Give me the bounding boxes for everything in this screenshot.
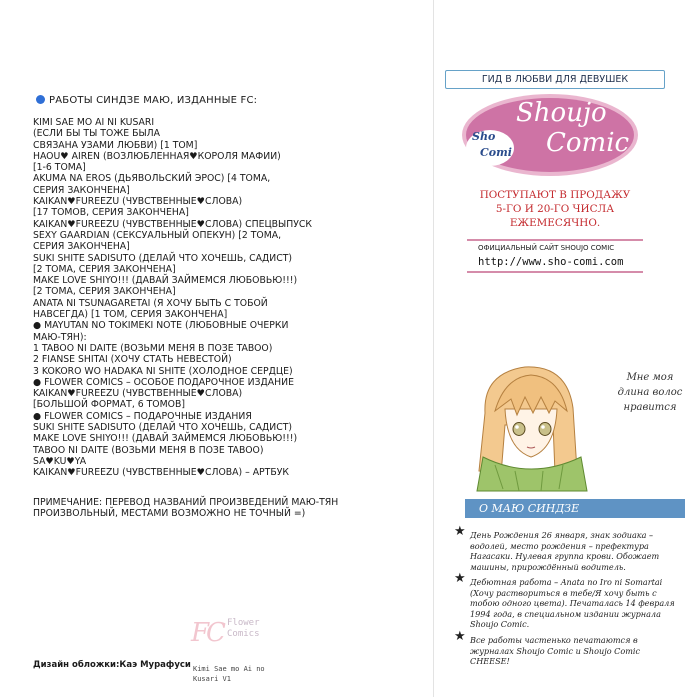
works-list-line: SA♥KU♥YA xyxy=(33,455,87,467)
logo-shoujo: Shoujo xyxy=(516,98,607,128)
divider xyxy=(467,271,643,273)
logo-sho: Sho xyxy=(472,130,496,143)
works-list-line: [БОЛЬШОЙ ФОРМАТ, 6 ТОМОВ] xyxy=(33,399,185,411)
star-icon: ★ xyxy=(454,629,466,644)
bio-text: Все работы частенько печатаются в журналах Shoujo Comic и Shoujo Comic CHEESE! xyxy=(470,635,641,667)
works-list-line: (ЕСЛИ БЫ ТЫ ТОЖЕ БЫЛА xyxy=(33,128,161,140)
bio-banner: О МАЮ СИНДЗЕ xyxy=(465,499,685,518)
works-list-line: СЕРИЯ ЗАКОНЧЕНА] xyxy=(33,184,130,196)
divider xyxy=(467,239,643,241)
portrait-quote: Мне моя длина волос нравится xyxy=(617,372,683,413)
logo-comic: Comic xyxy=(546,128,630,158)
fc-mark: FC xyxy=(191,618,223,648)
works-heading xyxy=(36,95,257,106)
flower-comics-label: Flower Comics xyxy=(227,618,260,639)
guide-banner: ГИД В ЛЮБВИ ДЛЯ ДЕВУШЕК xyxy=(445,70,665,89)
page-fold xyxy=(433,0,434,697)
works-list-line: AKUMA NA EROS (ДЬЯВОЛЬСКИЙ ЭРОС) [4 ТОМА, xyxy=(33,173,271,185)
works-list-line: 3 KOKORO WO HADAKA NI SHITE (ХОЛОДНОЕ СЕРДЦЕ) xyxy=(33,365,293,377)
blue-dot-icon xyxy=(36,95,45,104)
works-list xyxy=(33,117,363,479)
bio-text: Дебютная работа – Anata no Iro ni Somartai (Хочу раствориться в тебе/Я хочу быть с тобою одного цвета). Печаталась 14 февраля 1994 года, в специальном издании журнала Shoujo Comic. xyxy=(470,577,675,630)
works-list-line: KIMI SAE MO AI NI KUSARI xyxy=(33,117,155,128)
works-list-line: SEXY GAARDIAN (СЕКСУАЛЬНЫЙ ОПЕКУН) [2 ТОМА, xyxy=(33,229,282,241)
works-list-line: TABOO NI DAITE (ВОЗЬМИ МЕНЯ В ПОЗЕ TABOO) xyxy=(33,444,264,456)
official-site-label: ОФИЦИАЛЬНЫЙ САЙТ SHOUJO COMIC xyxy=(478,244,615,252)
works-list-line: [1-6 ТОМА] xyxy=(33,162,86,174)
works-list-line: СВЯЗАНА УЗАМИ ЛЮБВИ) [1 ТОМ] xyxy=(33,139,198,151)
star-icon: ★ xyxy=(454,571,466,586)
works-list-line: SUKI SHITE SADISUTO (ДЕЛАЙ ЧТО ХОЧЕШЬ, САДИСТ) xyxy=(33,422,293,434)
works-list-line: МАЮ-ТЯН): xyxy=(33,331,87,343)
works-list-line: KAIKAN♥FUREEZU (ЧУВСТВЕННЫЕ♥СЛОВА) СПЕЦВЫПУСК xyxy=(33,218,312,230)
works-list-line: MAKE LOVE SHIYO!!! (ДАВАЙ ЗАЙМЕМСЯ ЛЮБОВЬЮ!!!) xyxy=(33,433,298,445)
works-list-line: KAIKAN♥FUREEZU (ЧУВСТВЕННЫЕ♥СЛОВА) – АРТБУК xyxy=(33,467,289,479)
bio-paragraph xyxy=(454,571,680,630)
bio-paragraph xyxy=(454,524,680,572)
translation-note: ПРИМЕЧАНИЕ: ПЕРЕВОД НАЗВАНИЙ ПРОИЗВЕДЕНИЙ МАЮ-ТЯН ПРОИЗВОЛЬНЫЙ, МЕСТАМИ ВОЗМОЖНО НЕ ТОЧНЫЙ =) xyxy=(33,497,339,520)
works-list-line: HAOU♥ AIREN (ВОЗЛЮБЛЕННАЯ♥КОРОЛЯ МАФИИ) xyxy=(33,150,281,162)
works-list-line: KAIKAN♥FUREEZU (ЧУВСТВЕННЫЕ♥СЛОВА) xyxy=(33,196,243,208)
works-list-line: ● FLOWER COMICS – ОСОБОЕ ПОДАРОЧНОЕ ИЗДАНИЕ xyxy=(33,376,294,388)
works-list-line: ● FLOWER COMICS – ПОДАРОЧНЫЕ ИЗДАНИЯ xyxy=(33,410,252,422)
works-list-line: НАВСЕГДА) [1 ТОМ, СЕРИЯ ЗАКОНЧЕНА] xyxy=(33,309,228,321)
sale-line: ПОСТУПАЮТ В ПРОДАЖУ xyxy=(479,189,631,201)
sale-line: ЕЖЕМЕСЯЧНО. xyxy=(509,217,601,229)
flower-comics-logo xyxy=(189,612,269,692)
works-list-line: 2 FIANSE SHITAI (ХОЧУ СТАТЬ НЕВЕСТОЙ) xyxy=(33,354,232,366)
works-list-line: [2 ТОМА, СЕРИЯ ЗАКОНЧЕНА] xyxy=(33,286,176,298)
works-list-line: ● MAYUTAN NO TOKIMEKI NOTE (ЛЮБОВНЫЕ ОЧЕРКИ xyxy=(33,320,289,332)
logo-comi: Comi xyxy=(480,146,512,159)
shoujo-comic-logo xyxy=(460,92,640,178)
bio-paragraph xyxy=(454,629,680,667)
site-url[interactable]: http://www.sho-comi.com xyxy=(478,256,624,268)
cover-design-credit: Дизайн обложки:Каэ Мурафуси xyxy=(33,660,191,670)
works-list-line: СЕРИЯ ЗАКОНЧЕНА] xyxy=(33,241,130,253)
works-list-line: [2 ТОМА, СЕРИЯ ЗАКОНЧЕНА] xyxy=(33,263,176,275)
works-list-line: ANATA NI TSUNAGARETAI (Я ХОЧУ БЫТЬ С ТОБОЙ xyxy=(33,297,268,309)
works-list-line: [17 ТОМОВ, СЕРИЯ ЗАКОНЧЕНА] xyxy=(33,207,189,219)
works-list-line: SUKI SHITE SADISUTO (ДЕЛАЙ ЧТО ХОЧЕШЬ, САДИСТ) xyxy=(33,252,293,264)
sale-line: 5-ГО И 20-ГО ЧИСЛА xyxy=(495,203,615,215)
works-list-line: MAKE LOVE SHIYO!!! (ДАВАЙ ЗАЙМЕМСЯ ЛЮБОВЬЮ!!!) xyxy=(33,275,298,287)
works-list-line: 1 TABOO NI DAITE (ВОЗЬМИ МЕНЯ В ПОЗЕ TABOO) xyxy=(33,342,273,354)
author-portrait-illustration xyxy=(455,353,610,493)
volume-caption: Kimi Sae mo Ai no Kusari V1 xyxy=(193,665,265,683)
works-heading-text: РАБОТЫ СИНДЗЕ МАЮ, ИЗДАННЫЕ FC: xyxy=(49,95,258,106)
sale-info xyxy=(455,188,655,230)
bio-text: День Рождения 26 января, знак зодиака – водолей, место рождения – префектура Нагасаки. Нулевая группа крови. Обожает машины, прирождённый водитель. xyxy=(470,530,660,572)
star-icon: ★ xyxy=(454,524,466,539)
works-list-line: KAIKAN♥FUREEZU (ЧУВСТВЕННЫЕ♥СЛОВА) xyxy=(33,388,243,400)
